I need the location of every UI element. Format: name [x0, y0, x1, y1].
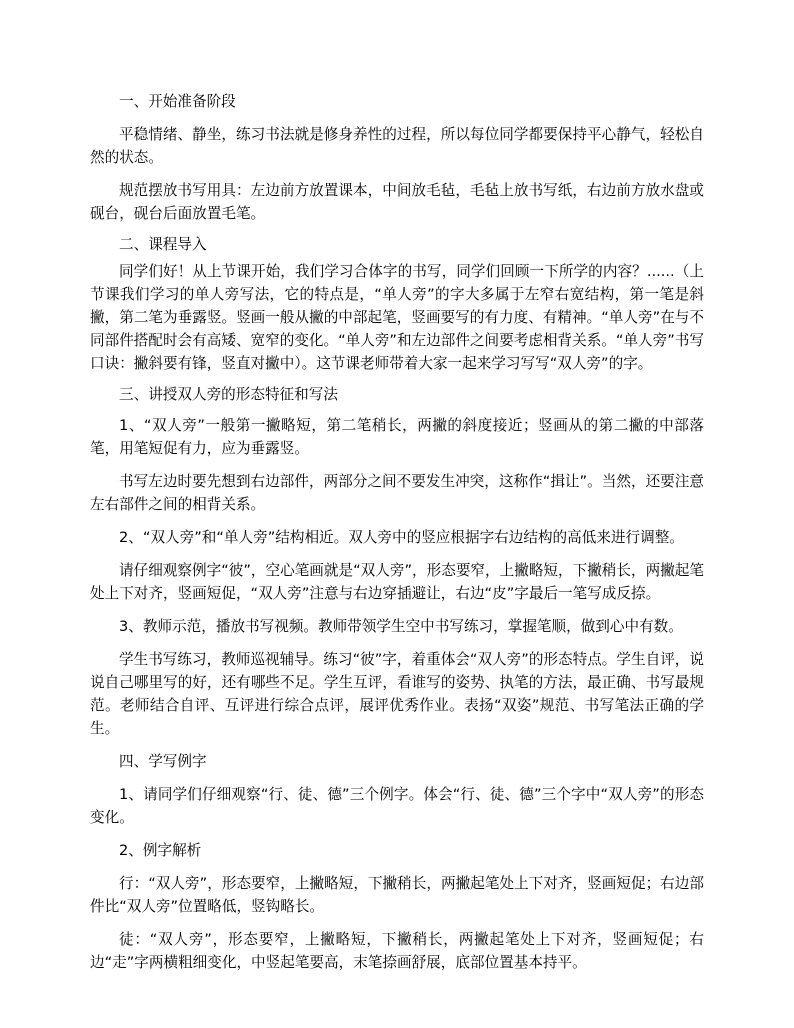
paragraph-yirang: 书写左边时要先想到右边部件，两部分之间不要发生冲突，这称作“揖让”。当然，还要注意左右部件之间的相背关系。 — [90, 473, 704, 513]
heading-4-examples: 四、学写例字 — [119, 753, 207, 770]
heading-3-teaching: 三、讲授双人旁的形态特征和写法 — [119, 386, 338, 403]
paragraph-review: 同学们好！从上节课开始，我们学习合体字的书写，同学们回顾一下所学的内容？......（上节课我们学习的单人旁写法，它的特点是，“单人旁”的字大多属于左窄右宽结构，第一笔是斜撇，第二笔为垂露竖。竖画一般从撇的中部起笔，竖画要写的有力度、有精神。“单人旁”在与不同部件搭配时会有高矮、宽窄的变化。“单人旁”和左边部件之间要考虑相背关系。“单人旁”书写口诀：撇斜要有锋，竖直对撇中）。这节课老师带着大家一起来学习写写“双人旁”的字。 — [90, 263, 704, 372]
paragraph-example-bi: 请仔细观察例字“彼”，空心笔画就是“双人旁”，形态要窄，上撇略短，下撇稍长，两撇起笔处上下对齐，竖画短促，“双人旁”注意与右边穿插避让，右边“皮”字最后一笔写成反捺。 — [90, 562, 704, 602]
paragraph-tools: 规范摆放书写用具：左边前方放置课本，中间放毛毡，毛毡上放书写纸，右边前方放水盘或砚台，砚台后面放置毛笔。 — [90, 182, 704, 222]
heading-2-introduction: 二、课程导入 — [119, 236, 207, 253]
paragraph-calm: 平稳情绪、静坐，练习书法就是修身养性的过程，所以每位同学都要保持平心静气，轻松自然的状态。 — [90, 126, 704, 166]
paragraph-observe: 1、请同学们仔细观察“行、徒、德”三个例字。体会“行、徒、德”三个字中“双人旁”的形态变化。 — [90, 786, 704, 826]
paragraph-tu: 徒：“双人旁”，形态要窄，上撇略短，下撇稍长，两撇起笔处上下对齐，竖画短促；右边“走”字两横粗细变化，中竖起笔要高，末笔捺画舒展，底部位置基本持平。 — [90, 931, 704, 971]
heading-example-analysis: 2、例字解析 — [119, 842, 202, 859]
paragraph-xing: 行：“双人旁”，形态要窄，上撇略短，下撇稍长，两撇起笔处上下对齐，竖画短促；右边部件比“双人旁”位置略低，竖钩略长。 — [90, 875, 704, 915]
paragraph-point-2: 2、“双人旁”和“单人旁”结构相近。双人旁中的竖应根据字右边结构的高低来进行调整。 — [119, 529, 684, 546]
paragraph-practice: 学生书写练习，教师巡视辅导。练习“彼”字，着重体会“双人旁”的形态特点。学生自评，说说自己哪里写的好，还有哪些不足。学生互评，看谁写的姿势、执笔的方法，最正确、书写最规范。老师结合自评、互评进行综合点评，展评优秀作业。表扬“双姿”规范、书写笔法正确的学生。 — [90, 651, 704, 737]
paragraph-point-1: 1、“双人旁”一般第一撇略短，第二笔稍长，两撇的斜度接近；竖画从的第二撇的中部落笔，用笔短促有力，应为垂露竖。 — [90, 417, 704, 457]
document-page — [90, 90, 704, 974]
heading-1-preparation: 一、开始准备阶段 — [119, 93, 236, 110]
paragraph-point-3: 3、教师示范，播放书写视频。教师带领学生空中书写练习，掌握笔顺，做到心中有数。 — [119, 618, 683, 635]
